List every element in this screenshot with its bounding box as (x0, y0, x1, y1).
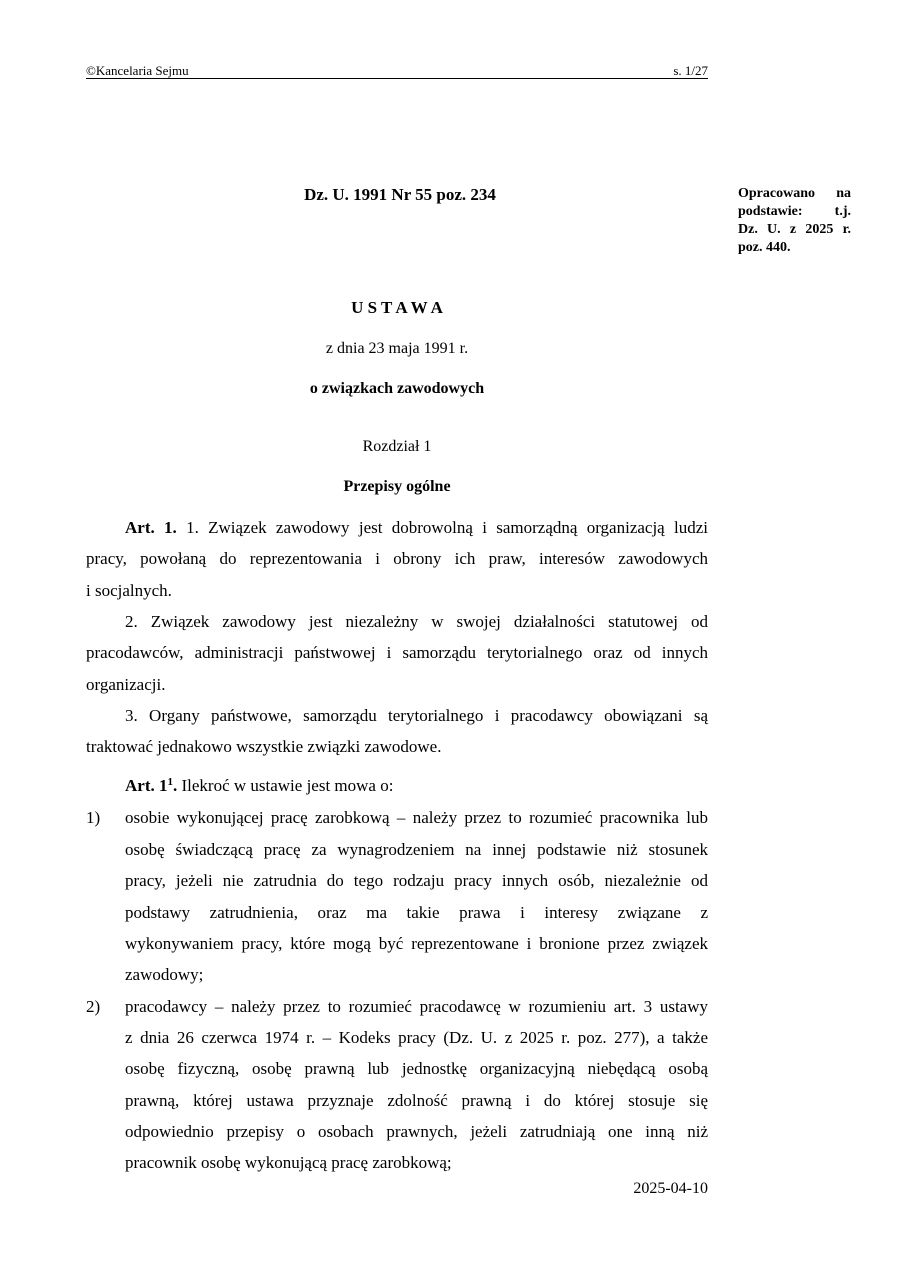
document-date: z dnia 23 maja 1991 r. (325, 340, 469, 357)
sidenote-source (738, 185, 851, 257)
sidenote-line: podstawie: t.j. (738, 204, 851, 219)
chapter-number: Rozdział 1 (362, 438, 432, 455)
list-item-line: osobę fizyczną, osobę prawną lub jednostkę organizacyjną niebędącą osobą (125, 1059, 708, 1078)
art1-paragraph2-line: pracodawców, administracji państwowej i samorządu terytorialnego oraz od innych (86, 643, 708, 662)
art1-paragraph1-line: Art. 1. 1. Związek zawodowy jest dobrowolną i samorządną organizacją ludzi (125, 518, 709, 537)
list-item-line: wykonywaniem pracy, które mogą być reprezentowane i bronione przez związek (125, 934, 708, 953)
chapter-title: Przepisy ogólne (343, 478, 451, 495)
list-item-line: prawną, której ustawa przyznaje zdolność prawną i do której stosuje się (125, 1091, 708, 1110)
art1-1-intro: Art. $1^1$. Ilekroć w ustawie jest mowa o: (125, 776, 394, 795)
list-item-line: pracodawcy – należy przez to rozumieć pracodawcę w rozumieniu art. 3 ustawy (125, 997, 708, 1016)
list-item-number: 2) (86, 997, 101, 1016)
header-page-number: s. 1/27 (673, 63, 708, 78)
art1-paragraph2-line: 2. Związek zawodowy jest niezależny w swojej działalności statutowej od (125, 612, 708, 631)
list-item-line: osobie wykonującej pracę zarobkową – należy przez to rozumieć pracownika lub (125, 808, 708, 827)
art1-paragraph2-line: organizacji. (86, 675, 166, 694)
list-item-number: 1) (86, 808, 101, 827)
list-item-line: pracy, jeżeli nie zatrudnia do tego rodzaju pracy innych osób, niezależnie od (125, 871, 708, 890)
sidenote-line: Dz. U. z 2025 r. (738, 222, 851, 237)
list-item-line: podstawy zatrudnienia, oraz ma takie prawa i interesy związane z (125, 903, 708, 922)
list-item-line: odpowiednio przepisy o osobach prawnych, jeżeli zatrudniają one inną niż (125, 1122, 708, 1141)
header-publisher: ©Kancelaria Sejmu (86, 63, 189, 78)
page-header (86, 62, 708, 79)
art1-paragraph1-line: i socjalnych. (86, 581, 172, 600)
sidenote-line: Opracowano na (738, 186, 851, 201)
art1-paragraph1-line: pracy, powołaną do reprezentowania i obrony ich praw, interesów zawodowych (86, 549, 708, 568)
art1-paragraph3-line: traktować jednakowo wszystkie związki zawodowe. (86, 737, 442, 756)
list-item-line: z dnia 26 czerwca 1974 r. – Kodeks pracy (Dz. U. z 2025 r. poz. 277), a także (125, 1028, 708, 1047)
list-item-line: osobę świadczącą pracę za wynagrodzeniem na innej podstawie niż stosunek (125, 840, 708, 859)
document-subject: o związkach zawodowych (309, 380, 485, 397)
art1-label: Art. 1. (125, 518, 177, 537)
sidenote-line: poz. 440. (738, 240, 791, 255)
art1-paragraph3-line: 3. Organy państwowe, samorządu terytorialnego i pracodawcy obowiązani są (125, 706, 708, 725)
list-item-line: zawodowy; (125, 965, 204, 984)
list-item-line: pracownik osobę wykonującą pracę zarobkową; (125, 1153, 452, 1172)
art1-1-label: Art. $1^1$. (125, 776, 178, 795)
footer-date: 2025-04-10 (633, 1180, 708, 1197)
document-type: U S T A W A (351, 298, 443, 317)
publication-reference: Dz. U. 1991 Nr 55 poz. 234 (304, 185, 496, 204)
